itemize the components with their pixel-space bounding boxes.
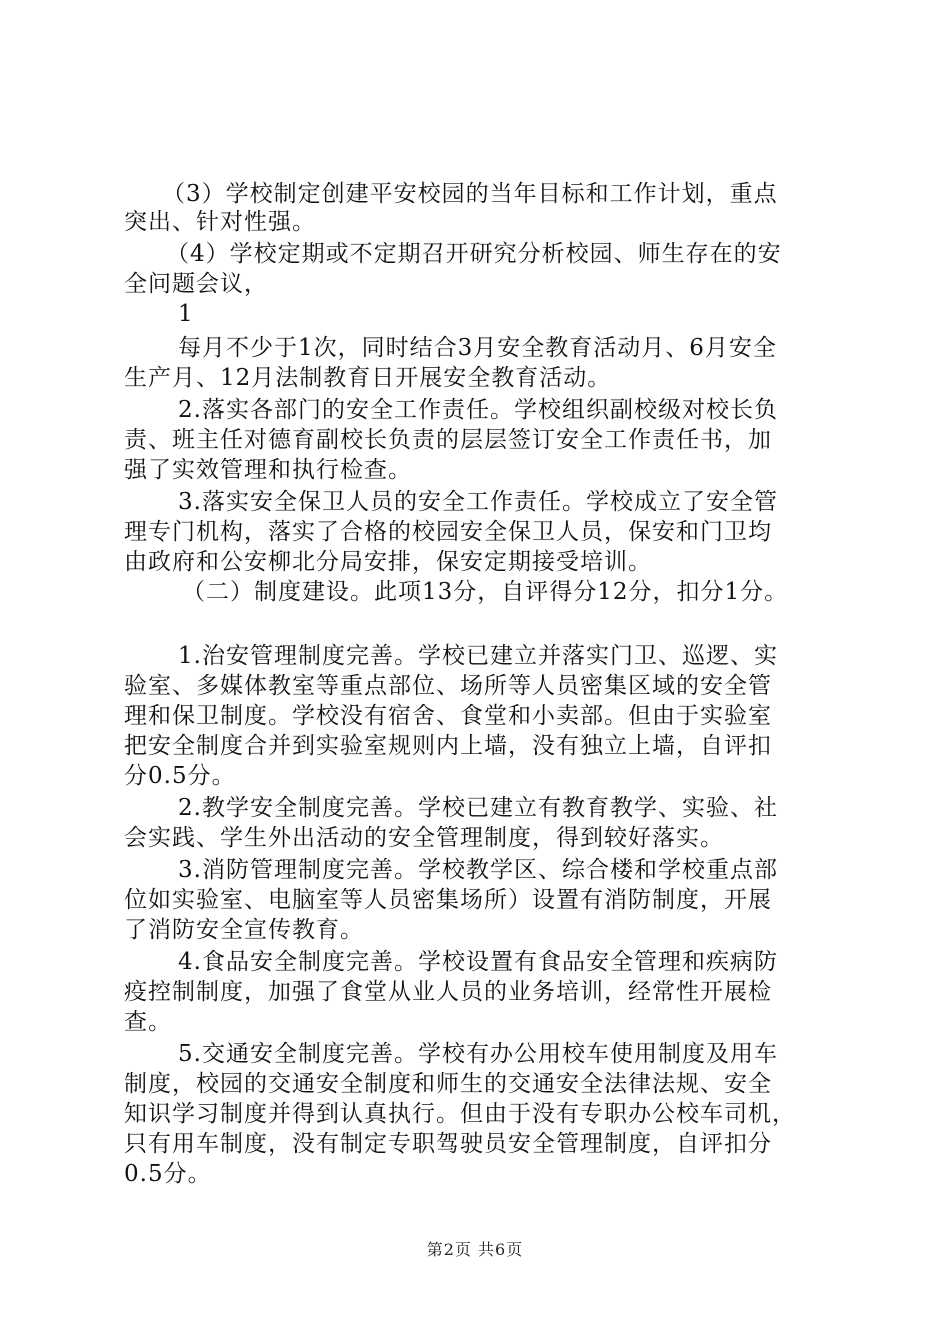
text-line: 每月不少于1次，同时结合3月安全教育活动月、6月安全: [178, 335, 777, 361]
text-line: 查。: [124, 1009, 172, 1035]
page-number-inline: 1: [178, 301, 194, 327]
text-line: 全问题会议，: [124, 271, 268, 297]
text-line: 理专门机构，落实了合格的校园安全保卫人员，保安和门卫均: [124, 519, 772, 545]
text-line: （3）学校制定创建平安校园的当年目标和工作计划，重点: [162, 181, 778, 207]
text-line: 5.交通安全制度完善。学校有办公用校车使用制度及用车: [178, 1041, 778, 1067]
text-line: 4.食品安全制度完善。学校设置有食品安全管理和疾病防: [178, 949, 778, 975]
text-line: 1.治安管理制度完善。学校已建立并落实门卫、巡逻、实: [178, 643, 778, 669]
text-line: 突出、针对性强。: [124, 209, 316, 235]
text-line: 强了实效管理和执行检查。: [124, 457, 412, 483]
text-line: 把安全制度合并到实验室规则内上墙，没有独立上墙，自评扣: [124, 733, 772, 759]
section-heading: （二）制度建设。此项13分，自评得分12分，扣分1分。: [182, 579, 789, 605]
text-line: 2.落实各部门的安全工作责任。学校组织副校级对校长负: [178, 397, 778, 423]
text-line: 验室、多媒体教室等重点部位、场所等人员密集区域的安全管: [124, 673, 772, 699]
text-line: 由政府和公安柳北分局安排，保安定期接受培训。: [124, 549, 652, 575]
text-line: 2.教学安全制度完善。学校已建立有教育教学、实验、社: [178, 795, 778, 821]
page-footer: 第2页 共6页: [426, 1240, 524, 1259]
text-line: 了消防安全宣传教育。: [124, 917, 364, 943]
text-line: 疫控制制度，加强了食堂从业人员的业务培训，经常性开展检: [124, 979, 772, 1005]
text-line: 会实践、学生外出活动的安全管理制度，得到较好落实。: [124, 825, 724, 851]
text-line: 只有用车制度，没有制定专职驾驶员安全管理制度，自评扣分: [124, 1131, 772, 1157]
text-line: 0.5分。: [124, 1161, 212, 1187]
text-line: 3.落实安全保卫人员的安全工作责任。学校成立了安全管: [178, 489, 778, 515]
text-line: 位如实验室、电脑室等人员密集场所）设置有消防制度，开展: [124, 887, 772, 913]
text-line: 生产月、12月法制教育日开展安全教育活动。: [124, 365, 612, 391]
text-line: 理和保卫制度。学校没有宿舍、食堂和小卖部。但由于实验室: [124, 703, 772, 729]
text-line: 知识学习制度并得到认真执行。但由于没有专职办公校车司机，: [124, 1101, 796, 1127]
text-line: 制度，校园的交通安全制度和师生的交通安全法律法规、安全: [124, 1071, 772, 1097]
text-line: 3.消防管理制度完善。学校教学区、综合楼和学校重点部: [178, 857, 778, 883]
text-line: 责、班主任对德育副校长负责的层层签订安全工作责任书，加: [124, 427, 772, 453]
text-line: （4）学校定期或不定期召开研究分析校园、师生存在的安: [166, 241, 782, 267]
text-line: 分0.5分。: [124, 763, 236, 789]
